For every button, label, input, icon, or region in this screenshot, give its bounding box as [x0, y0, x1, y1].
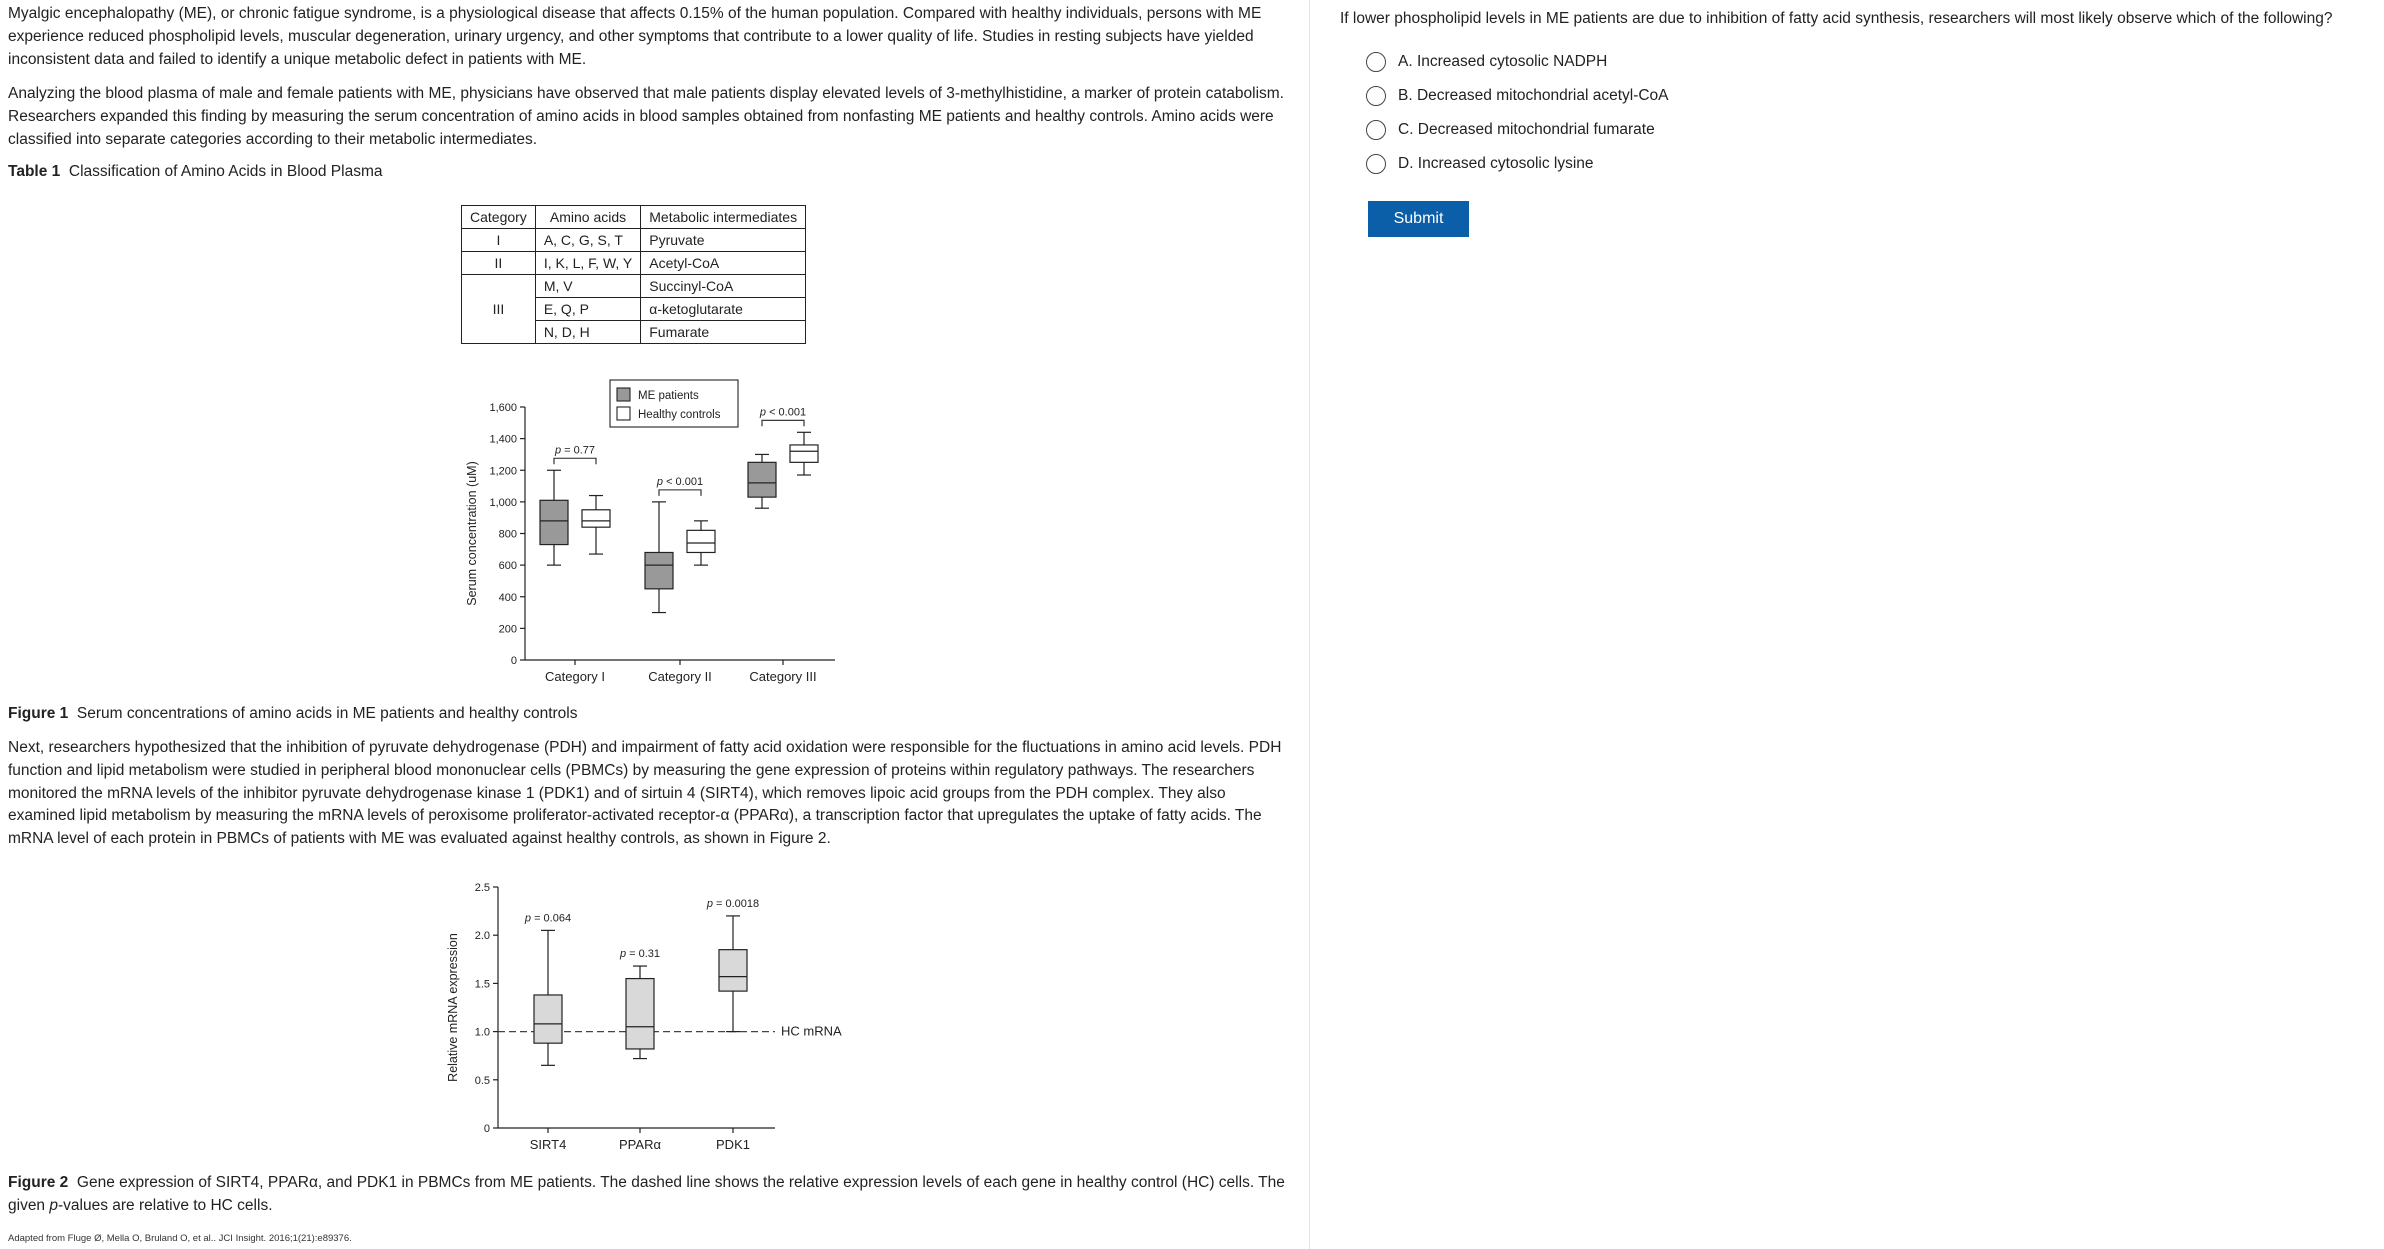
table-header-row [462, 206, 806, 229]
me-patients-box-plot-box [540, 500, 568, 544]
me-patients-box-plot-box [748, 462, 776, 497]
table-cell-intermediate: α-ketoglutarate [641, 298, 806, 321]
expression-box-plot-box [719, 950, 747, 991]
legend-swatch-me [617, 388, 630, 401]
table-cell-intermediate: Fumarate [641, 321, 806, 344]
y-tick-label: 2.0 [474, 930, 490, 943]
table-1-title: Classification of Amino Acids in Blood Plasma [68, 163, 383, 180]
y-tick-label: 200 [498, 623, 517, 636]
x-tick-label: Category III [749, 669, 817, 684]
passage-paragraph-1: Myalgic encephalopathy (ME), or chronic fatigue syndrome, is a physiological disease that affects 0.15% of the human population. Compared with healthy individuals, persons with ME experience reduced phospholipid levels, muscular degeneration, urinary urgency, and other symptoms that contribute to a lower quality of life. Studies in resting subjects have yielded inconsistent data and failed to identify a unique metabolic defect in patients with ME. [8, 5, 1262, 68]
y-tick-label: 0 [510, 655, 517, 667]
healthy-controls-box-plot-box [790, 445, 818, 462]
x-tick-label: PDK1 [716, 1137, 750, 1152]
y-axis-label: Relative mRNA expression [446, 933, 460, 1082]
table-row [462, 229, 806, 252]
y-tick-label: 600 [498, 560, 517, 573]
table-1-caption [8, 161, 1293, 184]
answer-option-c[interactable] [1366, 120, 1655, 140]
table-header: Category [462, 206, 536, 229]
table-cell-category: I [462, 229, 536, 252]
figure-2-label: Figure 2 [8, 1174, 69, 1191]
hc-baseline-label: HC mRNA [781, 1023, 842, 1039]
significance-bracket [762, 420, 804, 426]
x-tick-label: SIRT4 [529, 1137, 567, 1152]
radio-button[interactable] [1366, 154, 1386, 174]
p-value-label: p = 0.0018 [706, 897, 760, 910]
figure-2-caption-text-a: Gene expression of SIRT4, PPARα, and PDK1 in PBMCs from ME patients. The dashed line shows the relative expression levels of each gene in healthy control (HC) cells. The given [8, 1174, 1285, 1214]
y-axis-label: Serum concentration (uM) [465, 461, 479, 606]
x-tick-label: PPARα [619, 1137, 661, 1152]
healthy-controls-box-plot-box [687, 530, 715, 552]
y-tick-label: 0 [483, 1123, 490, 1135]
table-cell-amino: A, C, G, S, T [535, 229, 640, 252]
y-tick-label: 1,200 [489, 465, 517, 478]
radio-button[interactable] [1366, 86, 1386, 106]
figure-2-chart [430, 870, 900, 1170]
submit-button[interactable]: Submit [1368, 201, 1469, 237]
p-value-label: p < 0.001 [656, 475, 704, 488]
significance-bracket [554, 458, 596, 464]
table-header: Metabolic intermediates [641, 206, 806, 229]
table-cell-intermediate: Pyruvate [641, 229, 806, 252]
table-cell-intermediate: Acetyl-CoA [641, 252, 806, 275]
y-tick-label: 1,400 [489, 433, 517, 446]
expression-box-plot-box [626, 979, 654, 1049]
p-value-label: p = 0.31 [619, 948, 661, 961]
y-tick-label: 1.0 [474, 1026, 490, 1039]
figure-1-chart [440, 375, 870, 695]
y-tick-label: 1,600 [489, 402, 517, 414]
table-cell-amino: N, D, H [535, 321, 640, 344]
table-row [462, 252, 806, 275]
table-cell-amino: I, K, L, F, W, Y [535, 252, 640, 275]
table-header: Amino acids [535, 206, 640, 229]
figure-1-caption [8, 703, 1293, 726]
expression-box-plot-box [534, 995, 562, 1043]
p-value-label: p < 0.001 [759, 406, 807, 419]
citation: Adapted from Fluge Ø, Mella O, Bruland O, et al.. JCI Insight. 2016;1(21):e89376. [8, 1233, 352, 1244]
table-cell-intermediate: Succinyl-CoA [641, 275, 806, 298]
table-cell-category: III [462, 275, 536, 344]
x-tick-label: Category II [648, 669, 712, 684]
y-tick-label: 2.5 [474, 882, 490, 894]
question-pane [1330, 0, 2380, 1249]
legend-swatch-hc [617, 407, 630, 420]
significance-bracket [659, 490, 701, 496]
y-tick-label: 0.5 [474, 1074, 490, 1087]
legend-label: ME patients [638, 390, 699, 402]
answer-option-b[interactable] [1366, 86, 1669, 106]
figure-2-caption-text-b: -values are relative to HC cells. [58, 1196, 273, 1214]
answer-option-label: A. Increased cytosolic NADPH [1398, 53, 1608, 70]
radio-button[interactable] [1366, 120, 1386, 140]
amino-acid-table [461, 205, 806, 344]
answer-option-a[interactable] [1366, 52, 1607, 72]
radio-button[interactable] [1366, 52, 1386, 72]
y-tick-label: 800 [498, 528, 517, 541]
table-cell-amino: E, Q, P [535, 298, 640, 321]
answer-option-label: C. Decreased mitochondrial fumarate [1398, 121, 1655, 138]
x-tick-label: Category I [545, 669, 605, 684]
question-stem: If lower phospholipid levels in ME patients are due to inhibition of fatty acid synthesis, researchers will most likely observe which of the following? [1340, 10, 2333, 27]
table-cell-category: II [462, 252, 536, 275]
passage-paragraph-2: Analyzing the blood plasma of male and female patients with ME, physicians have observed that male patients display elevated levels of 3-methylhistidine, a marker of protein catabolism. Researchers expanded this finding by measuring the serum concentration of amino acids in blood samples obtained from nonfasting ME patients and healthy controls. Amino acids were classified into separate categories according to their metabolic intermediates. [8, 85, 1284, 148]
figure-2-caption-p: p [49, 1196, 58, 1214]
answer-option-label: B. Decreased mitochondrial acetyl-CoA [1398, 87, 1669, 104]
table-row [462, 275, 806, 298]
y-tick-label: 1.5 [474, 978, 490, 991]
figure-1-label: Figure 1 [8, 705, 69, 722]
me-patients-box-plot-box [645, 552, 673, 588]
table-cell-amino: M, V [535, 275, 640, 298]
answer-option-d[interactable] [1366, 154, 1594, 174]
passage-paragraph-3: Next, researchers hypothesized that the inhibition of pyruvate dehydrogenase (PDH) and impairment of fatty acid oxidation were responsible for the fluctuations in amino acid levels. PDH function and lipid metabolism were studied in peripheral blood mononuclear cells (PBMCs) by measuring the gene expression of proteins within regulatory pathways. The researchers monitored the mRNA levels of the inhibitor pyruvate dehydrogenase kinase 1 (PDK1) and of sirtuin 4 (SIRT4), which removes lipoic acid groups from the PDH complex. They also examined lipid metabolism by measuring the mRNA levels of peroxisome proliferator-activated receptor-α (PPARα), a transcription factor that upregulates the uptake of fatty acids. The mRNA level of each protein in PBMCs of patients with ME was evaluated against healthy controls, as shown in Figure 2. [8, 739, 1282, 848]
y-tick-label: 400 [498, 591, 517, 604]
y-tick-label: 1,000 [489, 496, 517, 509]
figure-1-caption-text: Serum concentrations of amino acids in ME patients and healthy controls [76, 705, 578, 722]
figure-2-caption [8, 1172, 1293, 1218]
healthy-controls-box-plot-box [582, 510, 610, 527]
p-value-label: p = 0.064 [524, 912, 572, 925]
p-value-label: p = 0.77 [554, 444, 596, 457]
legend-label: Healthy controls [638, 409, 721, 421]
answer-option-label: D. Increased cytosolic lysine [1398, 155, 1594, 172]
table-1-label: Table 1 [8, 163, 61, 180]
